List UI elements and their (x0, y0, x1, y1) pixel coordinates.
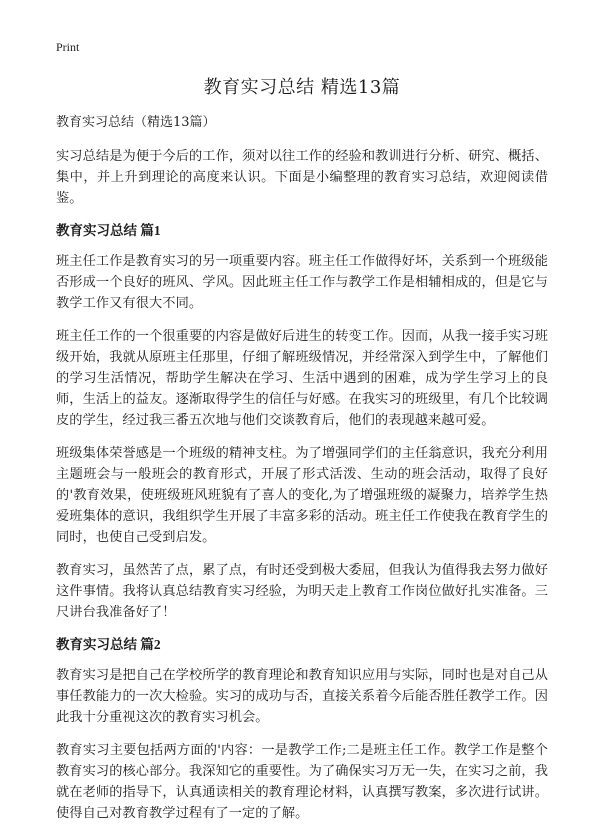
section-1-paragraph-1: 班主任工作是教育实习的另一项重要内容。班主任工作做得好坏，关系到一个班级能否形成一个良好的班风、学风。因此班主任工作与教学工作是相辅相成的，但是它与教学工作又有很大不同。 (56, 254, 548, 311)
document-title: 教育实习总结 精选13篇 (203, 77, 401, 98)
section-1-paragraph-4: 教育实习，虽然苦了点，累了点，有时还受到极大委屈，但我认为值得我去努力做好这件事情。我将认真总结教育实习经验，为明天走上教育工作岗位做好扎实准备。三尺讲台我准备好了！ (56, 563, 548, 620)
print-link[interactable]: Print (56, 40, 80, 54)
section-heading-1: 教育实习总结 篇1 (56, 223, 161, 238)
document-subtitle: 教育实习总结（精选13篇） (56, 115, 216, 130)
section-1-paragraph-2: 班主任工作的一个很重要的内容是做好后进生的转变工作。因而，从我一接手实习班级开始，我就从原班主任那里，仔细了解班级情况，并经常深入到学生中，了解他们的学习生活情况，帮助学生解决在学习、生活中遇到的困难，成为学生学习上的良师，生活上的益友。逐渐取得学生的信任与好感。在我实习的班级里，有几个比较调皮的学生，经过我三番五次地与他们交谈教育后，他们的表现越来越可爱。 (56, 329, 548, 428)
section-2-paragraph-1: 教育实习是把自己在学校所学的教育理论和教育知识应用与实际，同时也是对自己从事任教能力的一次大检验。实习的成功与否，直接关系着今后能否胜任教学工作。因此我十分重视这次的教育实习机会。 (56, 668, 548, 725)
section-2-paragraph-2: 教育实习主要包括两方面的'内容：一是教学工作;二是班主任工作。教学工作是整个教育实习的核心部分。我深知它的重要性。为了确保实习万无一失，在实习之前，我就在老师的指导下，认真通读相关的教育理论材料，认真撰写教案，多次进行试讲。使得自己对教育教学过程有了一定的了解。 (56, 743, 548, 821)
section-heading-2: 教育实习总结 篇2 (56, 637, 161, 652)
section-1-paragraph-3: 班级集体荣誉感是一个班级的精神支柱。为了增强同学们的主任翁意识，我充分利用主题班会与一般班会的教育形式，开展了形式活泼、生动的班会活动，取得了良好的'教育效果，使班级班风班貌有了喜人的变化,为了增强班级的凝聚力，培养学生热爱班集体的意识，我组织学生开展了丰富多彩的活动。班主任工作使我在教育学生的同时，也使自己受到启发。 (56, 446, 548, 545)
intro-paragraph: 实习总结是为便于今后的工作，须对以往工作的经验和教训进行分析、研究、概括、集中，并上升到理论的高度来认识。下面是小编整理的教育实习总结，欢迎阅读借鉴。 (56, 149, 548, 206)
